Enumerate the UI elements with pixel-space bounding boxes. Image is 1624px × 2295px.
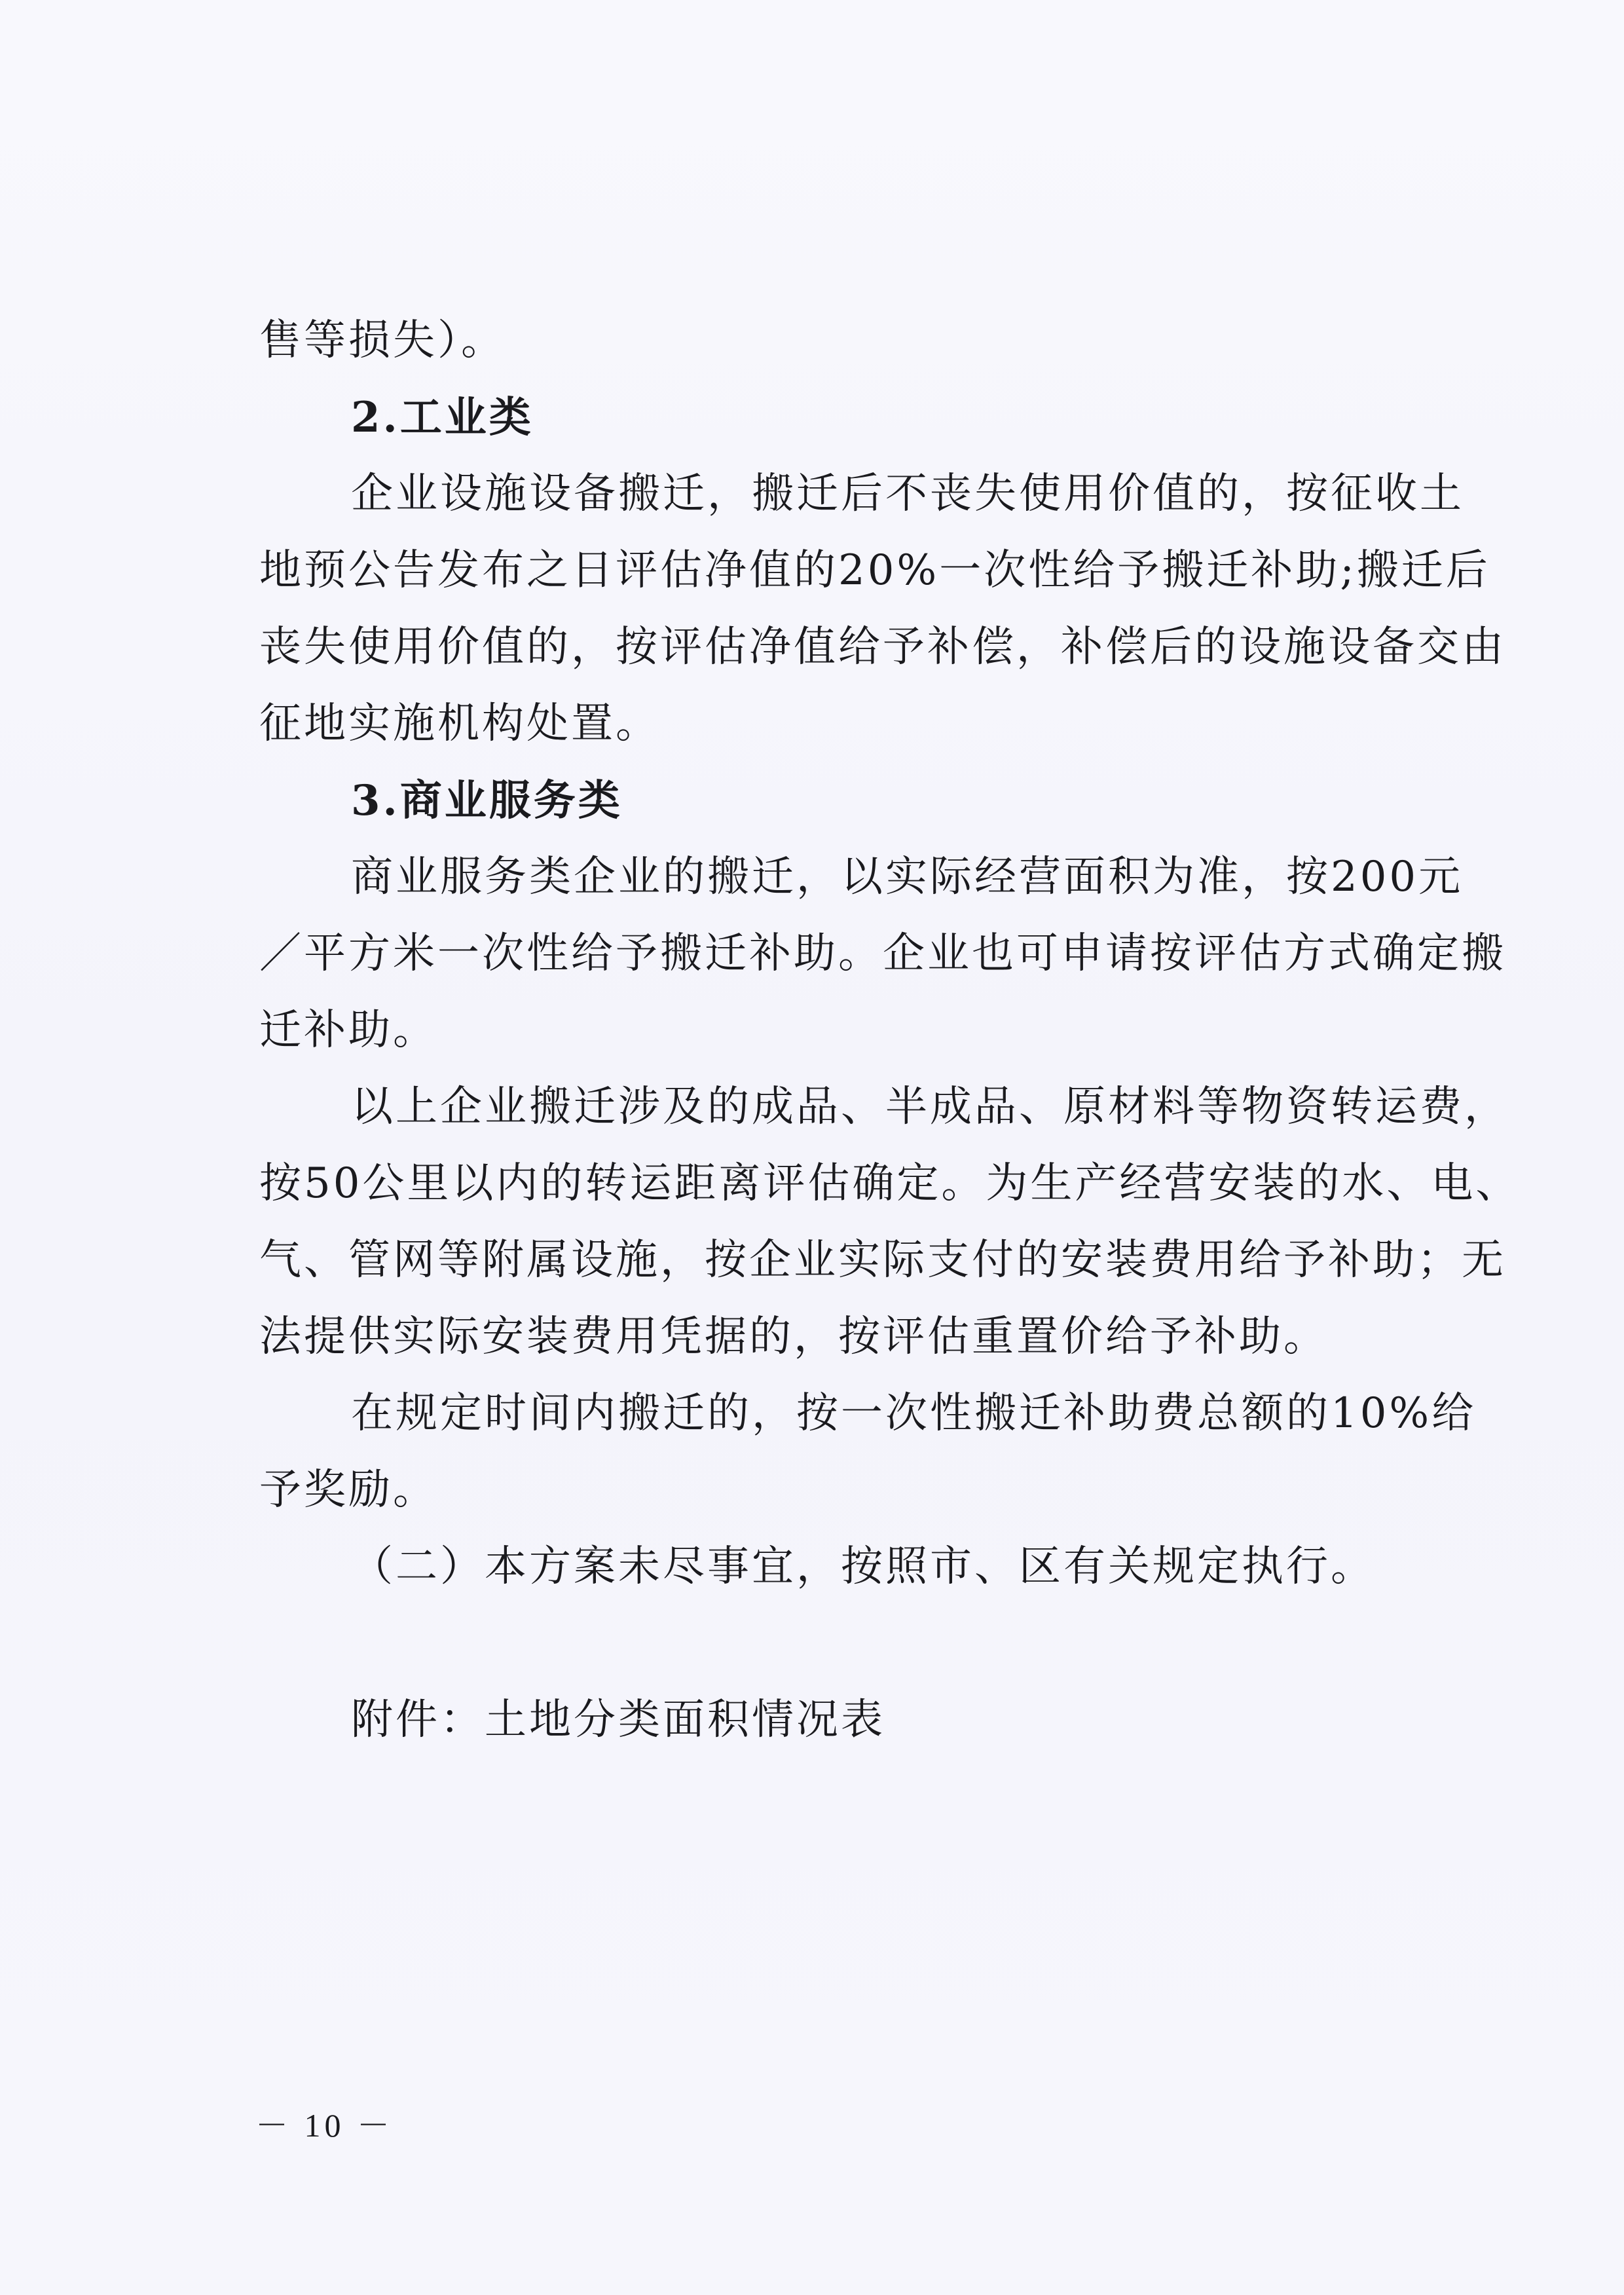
paragraph-line: （二）本方案未尽事宜，按照市、区有关规定执行。 bbox=[351, 1542, 1375, 1591]
paragraph-line: 法提供实际安装费用凭据的，按评估重置价给予补助。 bbox=[259, 1313, 1328, 1361]
paragraph-line: ／平方米一次性给予搬迁补助。企业也可申请按评估方式确定搬 bbox=[259, 929, 1506, 978]
paragraph-line: 丧失使用价值的，按评估净值给予补偿，补偿后的设施设备交由 bbox=[259, 623, 1506, 671]
paragraph-line: 征地实施机构处置。 bbox=[259, 700, 660, 748]
paragraph-line: 地预公告发布之日评估净值的20%一次性给予搬迁补助;搬迁后 bbox=[259, 546, 1490, 595]
paragraph-line: 予奖励。 bbox=[259, 1466, 437, 1514]
paragraph-line: 企业设施设备搬迁，搬迁后不丧失使用价值的，按征收土 bbox=[351, 470, 1464, 518]
section-heading-commercial: 3.商业服务类 bbox=[351, 776, 623, 825]
attachment-note: 附件：土地分类面积情况表 bbox=[351, 1696, 885, 1744]
section-heading-industrial: 2.工业类 bbox=[351, 393, 534, 442]
blank-line bbox=[259, 1605, 1462, 1682]
page-number: － 10 － bbox=[255, 2107, 394, 2144]
paragraph-line: 气、管网等附属设施，按企业实际支付的安装费用给予补助；无 bbox=[259, 1236, 1506, 1284]
paragraph-line: 迁补助。 bbox=[259, 1006, 437, 1054]
paragraph-line: 以上企业搬迁涉及的成品、半成品、原材料等物资转运费， bbox=[351, 1083, 1509, 1131]
paragraph-line: 按50公里以内的转运距离评估确定。为生产经营安装的水、电、 bbox=[259, 1159, 1521, 1208]
paragraph-line: 商业服务类企业的搬迁，以实际经营面积为准，按200元 bbox=[351, 853, 1464, 901]
paragraph-line: 在规定时间内搬迁的，按一次性搬迁补助费总额的10%给 bbox=[351, 1389, 1477, 1438]
body-text bbox=[259, 303, 1521, 1759]
paragraph-line: 售等损失）。 bbox=[259, 316, 506, 365]
